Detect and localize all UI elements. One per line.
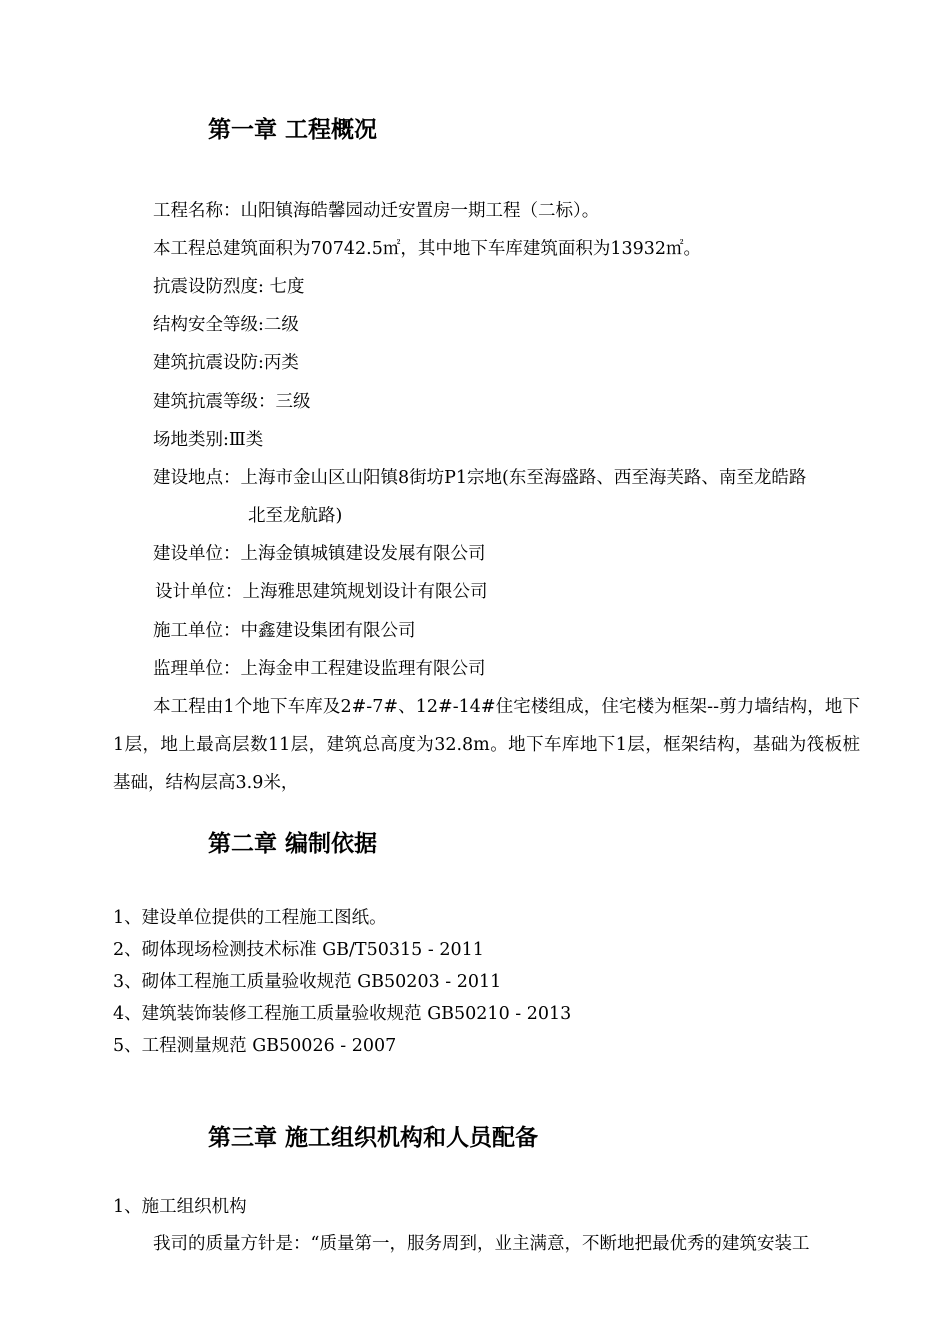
owner-unit: 建设单位：上海金镇城镇建设发展有限公司 xyxy=(153,544,486,564)
chapter-3-title: 第三章 施工组织机构和人员配备 xyxy=(208,1125,539,1151)
structure-safety-grade: 结构安全等级:二级 xyxy=(153,315,299,335)
seismic-category: 建筑抗震设防:丙类 xyxy=(153,353,299,373)
construction-location-continued: 北至龙航路) xyxy=(248,506,343,526)
basis-item: 5、工程测量规范 GB50026 - 2007 xyxy=(113,1036,397,1056)
chapter-2-title: 第二章 编制依据 xyxy=(208,831,378,857)
basis-item: 3、砌体工程施工质量验收规范 GB50203 - 2011 xyxy=(113,972,502,992)
quality-policy: 我司的质量方针是：“质量第一，服务周到，业主满意，不断地把最优秀的建筑安装工 xyxy=(153,1234,810,1254)
project-name: 工程名称：山阳镇海皓馨园动迁安置房一期工程（二标）。 xyxy=(153,201,600,221)
section-organization: 1、施工组织机构 xyxy=(113,1197,247,1217)
project-description: 本工程由1个地下车库及2#-7#、12#-14#住宅楼组成，住宅楼为框架--剪力墙结构，地下1层，地上最高层数11层，建筑总高度为32.8m。地下车库地下1层，框架结构，基础为筏板桩基础，结构层高3.9米， xyxy=(113,697,860,793)
seismic-intensity: 抗震设防烈度: 七度 xyxy=(153,277,305,297)
construction-unit: 施工单位：中鑫建设集团有限公司 xyxy=(153,621,416,641)
seismic-grade: 建筑抗震等级：三级 xyxy=(153,392,311,412)
chapter-1-title: 第一章 工程概况 xyxy=(208,117,378,143)
supervision-unit: 监理单位：上海金申工程建设监理有限公司 xyxy=(153,659,486,679)
basis-item: 1、建设单位提供的工程施工图纸。 xyxy=(113,908,387,928)
building-area: 本工程总建筑面积为70742.5㎡，其中地下车库建筑面积为13932㎡。 xyxy=(153,239,702,259)
basis-item: 2、砌体现场检测技术标准 GB/T50315 - 2011 xyxy=(113,940,484,960)
design-unit: 设计单位：上海雅思建筑规划设计有限公司 xyxy=(155,582,488,602)
construction-location: 建设地点：上海市金山区山阳镇8街坊P1宗地(东至海盛路、西至海芙路、南至龙皓路 xyxy=(153,468,807,488)
basis-item: 4、建筑装饰装修工程施工质量验收规范 GB50210 - 2013 xyxy=(113,1004,572,1024)
site-class: 场地类别:Ⅲ类 xyxy=(153,430,264,450)
